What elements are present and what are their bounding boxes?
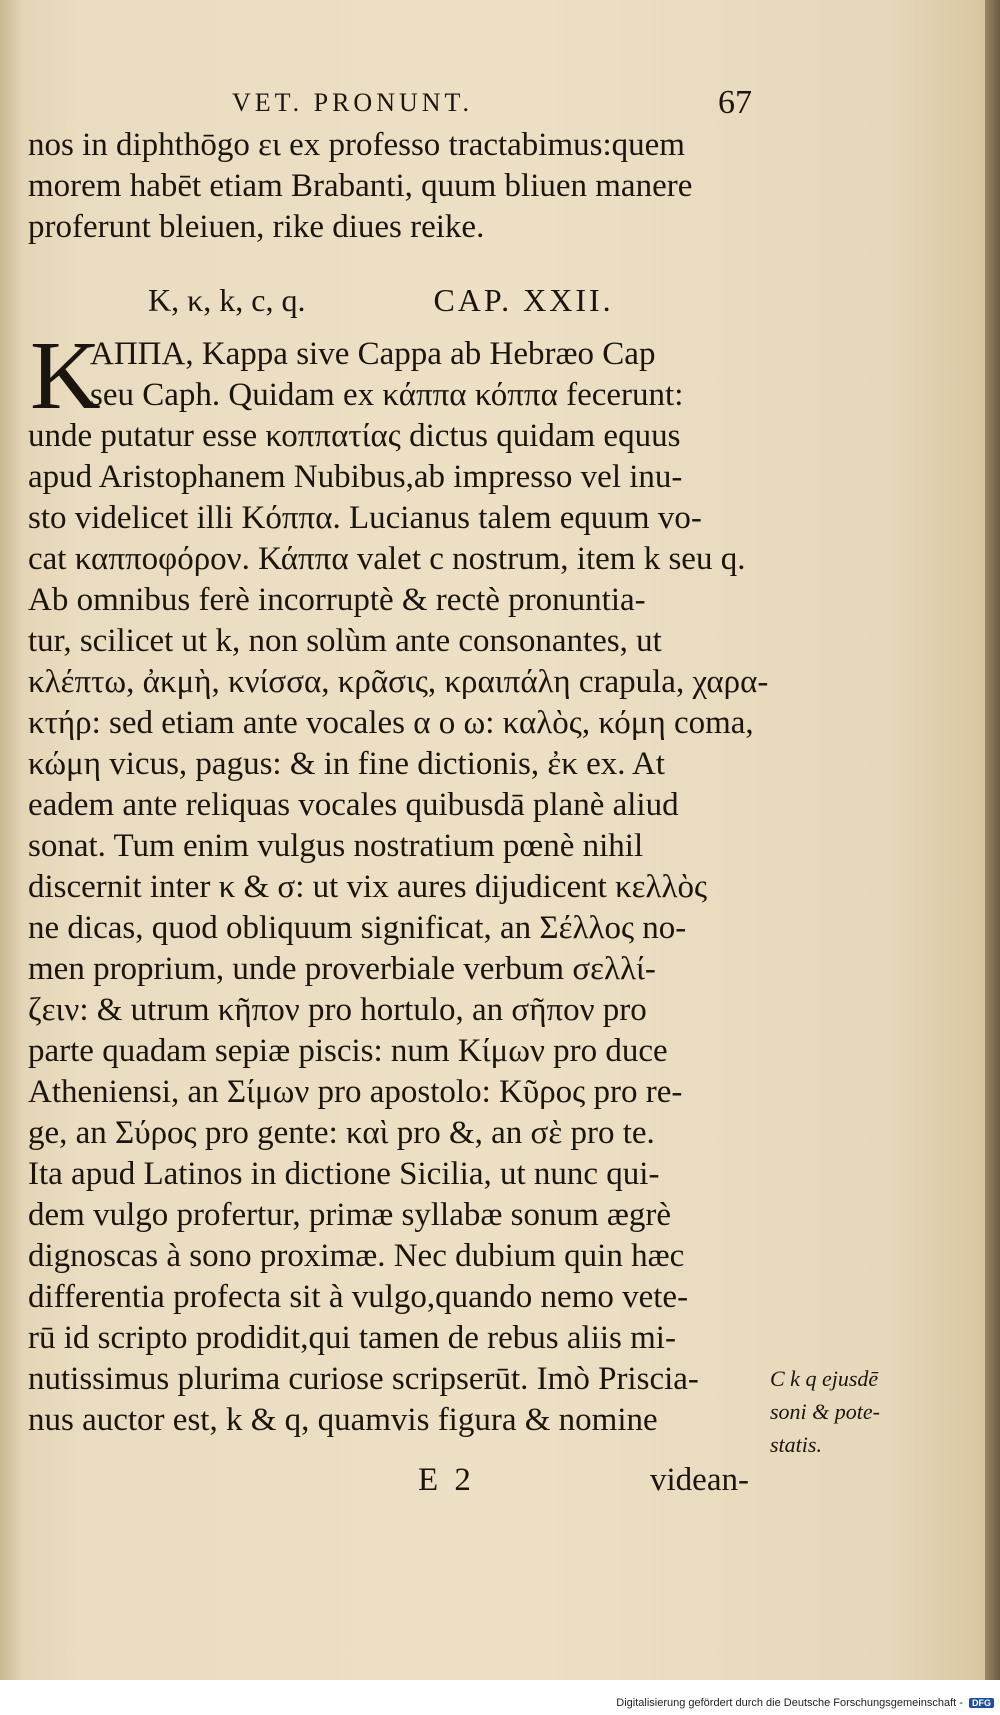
text-line: dignoscas à sono proximæ. Nec dubium quin hæc <box>28 1238 685 1274</box>
text-line: eadem ante reliquas vocales quibusdā planè aliud <box>28 787 679 823</box>
chapter-title: CAP. XXII. <box>433 282 614 318</box>
text-line: Ita apud Latinos in dictione Sicilia, ut nunc qui- <box>28 1156 660 1192</box>
text-line: apud Aristophanem Nubibus,ab impresso vel inu- <box>28 459 683 495</box>
chapter-body <box>28 322 788 1441</box>
page-gutter-shadow <box>0 0 22 1680</box>
intro-paragraph <box>28 125 768 248</box>
marginal-note-line: statis. <box>770 1432 822 1457</box>
text-line: κλέπτω, ἀκμὴ, κνίσσα, κρᾶσις, κραιπάλη crapula, χαρα- <box>28 664 769 700</box>
page-foot <box>418 1462 778 1499</box>
page-number: 67 <box>718 84 752 121</box>
text-line: sto videlicet illi Κόππα. Lucianus talem equum vo- <box>28 500 702 536</box>
text-line: differentia profecta sit à vulgo,quando nemo vete- <box>28 1279 689 1315</box>
text-line: nutissimus plurima curiose scripserūt. Imò Priscia- <box>28 1361 699 1397</box>
page-edge <box>985 0 1000 1680</box>
marginal-note <box>770 1362 930 1461</box>
chapter-heading <box>148 282 748 319</box>
text-line: tur, scilicet ut k, non solùm ante consonantes, ut <box>28 623 662 659</box>
text-line: κτήρ: sed etiam ante vocales α ο ω: καλὸς, κόμη coma, <box>28 705 754 741</box>
text-line: ge, an Σύρος pro gente: καὶ pro &, an σὲ pro te. <box>28 1115 655 1151</box>
text-line: sonat. Tum enim vulgus nostratium pœnè nihil <box>28 828 644 864</box>
text-line: Atheniensi, an Σίμων pro apostolo: Κῦρος pro re- <box>28 1074 683 1110</box>
text-line: men proprium, unde proverbiale verbum σελλί- <box>28 951 656 987</box>
text-line: discernit inter κ & σ: ut vix aures dijudicent κελλὸς <box>28 869 708 905</box>
text-line: seu Caph. Quidam ex κάππα κόππα fecerunt: <box>90 377 684 413</box>
dfg-logo-icon: DFG <box>969 1698 994 1708</box>
text-line: ΑΠΠΑ, Kappa sive Cappa ab Hebræo Cap <box>90 336 656 372</box>
text-line: cat καππoφόρον. Κάππα valet c nostrum, item k seu q. <box>28 541 746 577</box>
text-line: rū id scripto prodidit,qui tamen de rebus aliis mi- <box>28 1320 676 1356</box>
catchword: videan- <box>650 1462 749 1498</box>
text-line: nus auctor est, k & q, quamvis figura & nomine <box>28 1402 658 1438</box>
marginal-note-line: C k q ejusdē <box>770 1366 879 1391</box>
marginal-note-line: soni & pote- <box>770 1399 880 1424</box>
text-line: unde putatur esse κοππατίας dictus quidam equus <box>28 418 681 454</box>
text-line: ne dicas, quod obliquum significat, an Σέλλος no- <box>28 910 687 946</box>
text-line: proferunt bleiuen, rike diues reike. <box>28 209 485 245</box>
funding-text: Digitalisierung gefördert durch die Deutsche Forschungsgemeinschaft - <box>616 1697 963 1709</box>
signature-mark: E 2 <box>418 1462 475 1498</box>
drop-cap: K <box>30 322 101 430</box>
chapter-letters: Κ, κ, k, c, q. <box>148 282 306 318</box>
text-line: Ab omnibus ferè incorruptè & rectè pronuntia- <box>28 582 646 618</box>
text-line: nos in diphthōgo ει ex professo tractabimus:quem <box>28 127 685 163</box>
text-line: κώμη vicus, pagus: & in fine dictionis, ἐκ ex. At <box>28 746 665 782</box>
text-line: ζειν: & utrum κῆπον pro hortulo, an σῆπον pro <box>28 992 647 1028</box>
text-line: parte quadam sepiæ piscis: num Κίμων pro duce <box>28 1033 668 1069</box>
text-line: morem habēt etiam Brabanti, quum bliuen manere <box>28 168 693 204</box>
text-line: dem vulgo profertur, primæ syllabæ sonum ægrè <box>28 1197 672 1233</box>
funding-credit <box>616 1697 994 1709</box>
running-title: VET. PRONUNT. <box>232 88 473 117</box>
